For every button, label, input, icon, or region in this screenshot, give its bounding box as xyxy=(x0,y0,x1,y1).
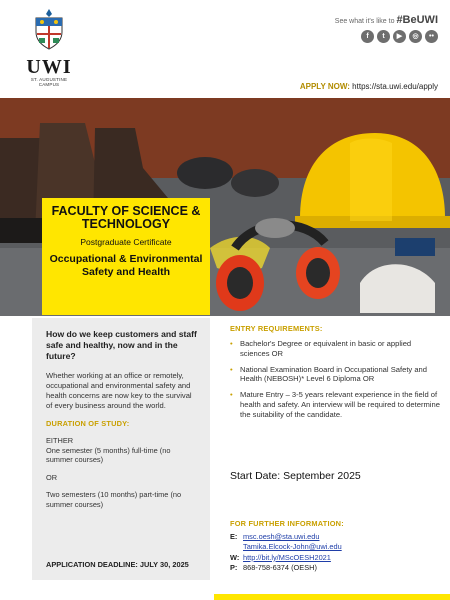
header xyxy=(0,0,450,98)
apply-now xyxy=(300,82,438,91)
social-hashtag: #BeUWI xyxy=(396,14,438,26)
entry-heading: ENTRY REQUIREMENTS: xyxy=(230,324,323,333)
email-key: E: xyxy=(230,532,238,541)
list-item: • Bachelor's Degree or equivalent in basic or applied sciences OR xyxy=(230,339,440,359)
twitter-icon[interactable]: t xyxy=(377,30,390,43)
web-key: W: xyxy=(230,552,240,562)
uwi-logo[interactable] xyxy=(26,8,72,87)
intro-paragraph: Whether working at an office or remotely, occupational and environmental safety and health concerns are now key to the survival of every business around the world. xyxy=(46,371,192,410)
crest-icon xyxy=(31,8,67,50)
apply-link[interactable]: https://sta.uwi.edu/apply xyxy=(352,82,438,91)
youtube-icon[interactable]: ▶ xyxy=(393,30,406,43)
duration-option-fulltime: One semester (5 months) full-time (no summer courses) xyxy=(46,445,171,465)
entry-requirements xyxy=(230,324,440,426)
application-deadline: APPLICATION DEADLINE: JULY 30, 2025 xyxy=(46,560,189,569)
phone-number: 868-758-6374 (OESH) xyxy=(243,563,317,573)
certificate-type: Postgraduate Certificate xyxy=(80,237,172,247)
contact-info xyxy=(230,519,440,574)
email-row-1 xyxy=(230,532,440,542)
email-row-2 xyxy=(230,542,440,552)
social-tagline xyxy=(335,14,438,26)
phone-key: P: xyxy=(230,563,238,573)
campus-name: ST. AUGUSTINE CAMPUS xyxy=(30,77,68,87)
footer-accent-bar xyxy=(214,594,450,600)
duration-or: OR xyxy=(46,472,58,482)
requirements-list xyxy=(230,339,440,420)
faculty-title: FACULTY OF SCIENCE & TECHNOLOGY xyxy=(51,204,201,231)
social-prefix: See what it's like to xyxy=(334,18,395,25)
web-row xyxy=(230,553,440,563)
apply-label: APPLY NOW: xyxy=(299,82,350,91)
intro-question: How do we keep customers and staff safe and healthy, now and in the future? xyxy=(46,329,197,361)
social-icons xyxy=(335,30,438,43)
list-item: • Mature Entry – 3-5 years relevant experience in the field of health and safety. An interview will be required to determine the suitability of the candidate. xyxy=(230,390,440,419)
duration-option-parttime: Two semesters (10 months) part-time (no summer courses) xyxy=(46,490,182,509)
web-link[interactable]: http://bit.ly/MScOESH2021 xyxy=(243,552,331,562)
instagram-icon[interactable]: ◎ xyxy=(409,30,422,43)
info-heading: FOR FURTHER INFORMATION: xyxy=(230,519,344,528)
start-date: Start Date: September 2025 xyxy=(230,470,361,482)
title-box xyxy=(42,198,210,315)
list-item: • National Examination Board in Occupational Safety and Health (NEBOSH)* Level 6 Diploma OR xyxy=(230,365,440,385)
social-block xyxy=(335,14,438,43)
facebook-icon[interactable]: f xyxy=(361,30,374,43)
duration-heading: DURATION OF STUDY: xyxy=(46,419,130,428)
email-link-2[interactable]: Tamika.Elcock-John@uwi.edu xyxy=(243,542,342,552)
logo-text: UWI xyxy=(26,56,72,78)
duration-either: EITHER xyxy=(46,436,74,445)
email-link-1[interactable]: msc.oesh@sta.uwi.edu xyxy=(243,532,320,541)
program-name: Occupational & Environmental Safety and Health xyxy=(49,253,203,278)
left-panel xyxy=(32,318,210,580)
flickr-icon[interactable]: •• xyxy=(425,30,438,43)
phone-row xyxy=(230,563,440,573)
